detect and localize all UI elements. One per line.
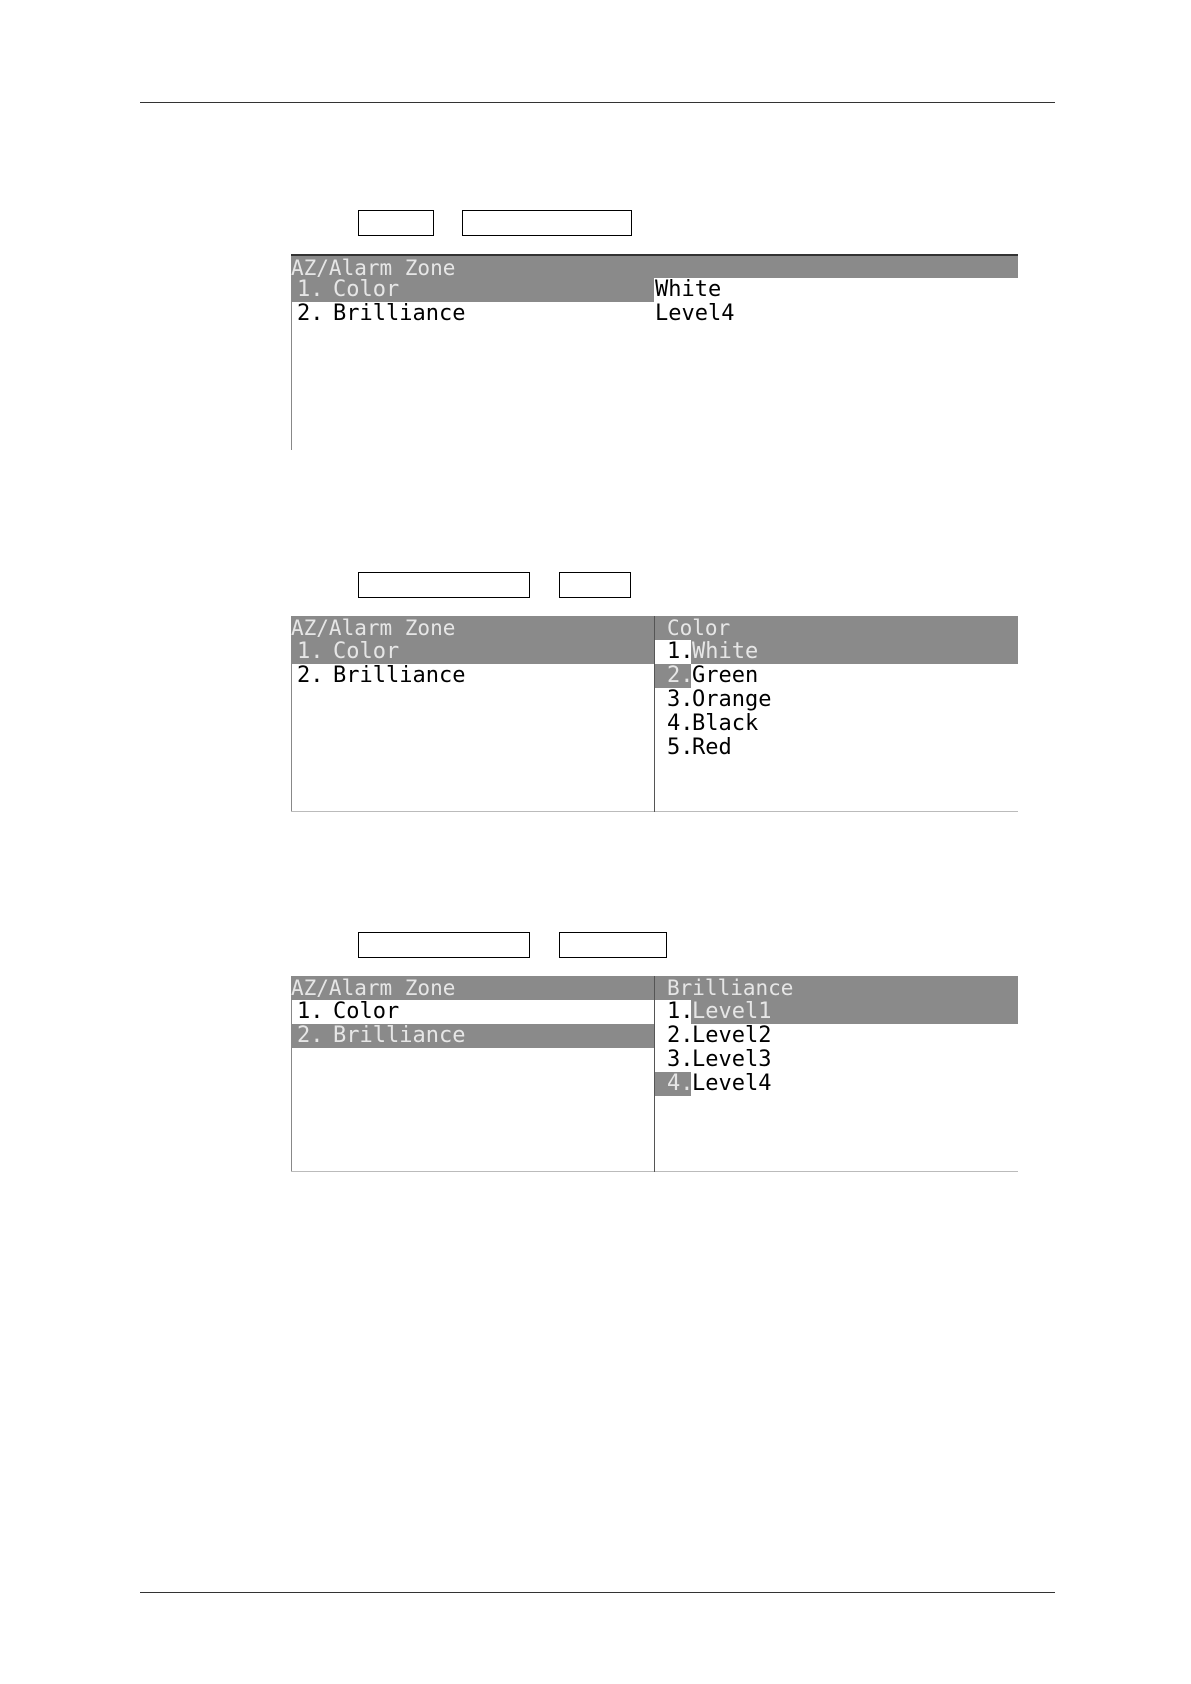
color-option-orange[interactable] (655, 688, 1018, 712)
option-number: 2. (667, 1023, 694, 1048)
menu-item-color[interactable] (291, 278, 654, 302)
menu-item-color-value (655, 278, 721, 302)
menu-item-number: 1. (297, 277, 324, 302)
header-rule (140, 102, 1055, 103)
option-number: 2. (655, 664, 691, 688)
key-box-3b (559, 932, 667, 958)
brilliance-select-screen (291, 976, 1018, 1172)
option-label: Black (692, 711, 759, 736)
color-option-red[interactable] (655, 736, 1018, 760)
option-number: 3. (667, 1047, 694, 1072)
option-label: Level1 (692, 999, 772, 1024)
menu-item-value: Level4 (655, 301, 735, 326)
menu-item-label: Color (333, 999, 400, 1024)
menu-item-label: Color (333, 639, 400, 664)
menu-title-bar (291, 616, 654, 640)
menu-title-bar (291, 976, 654, 1000)
option-number: 1. (655, 1000, 691, 1024)
option-number: 3. (667, 687, 694, 712)
key-box-1b (462, 210, 632, 236)
option-label: Red (692, 735, 732, 760)
menu-item-brilliance-value (655, 302, 734, 326)
submenu-title-bar (655, 616, 1018, 640)
menu-item-brilliance[interactable] (291, 1024, 654, 1048)
menu-item-color[interactable] (291, 640, 654, 664)
color-option-black[interactable] (655, 712, 1018, 736)
submenu-title: Color (667, 616, 731, 640)
color-select-screen (291, 616, 1018, 812)
menu-item-label: Brilliance (333, 301, 466, 326)
option-number: 1. (655, 640, 691, 664)
key-box-1a (358, 210, 434, 236)
menu-title: AZ/Alarm Zone (291, 976, 456, 1000)
option-label: Level3 (692, 1047, 772, 1072)
option-label: Level4 (692, 1071, 772, 1096)
key-box-3a (358, 932, 530, 958)
color-option-green[interactable] (655, 664, 1018, 688)
brilliance-option-level4[interactable] (655, 1072, 1018, 1096)
brilliance-option-level3[interactable] (655, 1048, 1018, 1072)
menu-title: AZ/Alarm Zone (291, 256, 456, 278)
menu-item-brilliance[interactable] (291, 664, 654, 688)
option-label: Level2 (692, 1023, 772, 1048)
submenu-title: Brilliance (667, 976, 794, 1000)
brilliance-option-level1[interactable] (655, 1000, 1018, 1024)
key-box-2a (358, 572, 530, 598)
menu-title-bar (291, 254, 1018, 278)
option-number: 4. (655, 1072, 691, 1096)
menu-item-number: 2. (297, 663, 324, 688)
menu-item-label: Brilliance (333, 1023, 466, 1048)
menu-item-number: 1. (297, 999, 324, 1024)
menu-item-label: Brilliance (333, 663, 466, 688)
option-label: White (692, 639, 759, 664)
alarm-zone-menu-screen (291, 254, 1018, 450)
menu-item-color[interactable] (291, 1000, 654, 1024)
option-label: Orange (692, 687, 772, 712)
option-number: 4. (667, 711, 694, 736)
menu-item-number: 1. (297, 639, 324, 664)
option-number: 5. (667, 735, 694, 760)
menu-item-brilliance[interactable] (291, 302, 654, 326)
menu-item-label: Color (333, 277, 400, 302)
option-label: Green (692, 663, 759, 688)
submenu-title-bar (655, 976, 1018, 1000)
key-box-2b (559, 572, 631, 598)
menu-item-value: White (655, 277, 722, 302)
color-option-white[interactable] (655, 640, 1018, 664)
menu-title: AZ/Alarm Zone (291, 616, 456, 640)
brilliance-option-level2[interactable] (655, 1024, 1018, 1048)
footer-rule (140, 1592, 1055, 1593)
menu-item-number: 2. (297, 1023, 324, 1048)
menu-item-number: 2. (297, 301, 324, 326)
